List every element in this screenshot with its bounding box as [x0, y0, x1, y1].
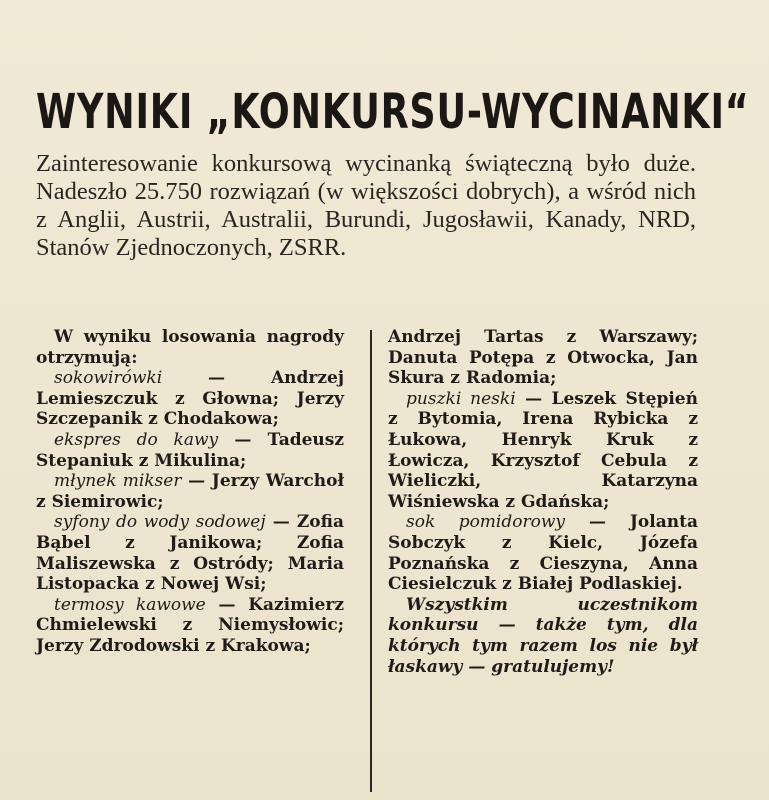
- dash: —: [181, 471, 212, 492]
- prize-winners: Andrzej Lemieszczuk z Głowna; Jerzy Szczepanik z Chodakowa;: [36, 368, 344, 430]
- prize-winners: Jolanta Sobczyk z Kielc, Józefa Poznańska z Cieszyna, Anna Ciesielczuk z Białej Podlaskiej.: [388, 512, 698, 595]
- intro-paragraph: Zainteresowanie konkursową wycinanką świąteczną było duże. Nadeszło 25.750 rozwiązań (w większości dobrych), a wśród nich z Anglii, Austrii, Australii, Burundi, Jugosławii, Kanady, NRD, Stanów Zjednoczonych, ZSRR.: [36, 150, 696, 261]
- prize-entry: [36, 595, 344, 657]
- closing-text: Wszystkim uczestnikom konkursu — także tym, dla których tym razem los nie był łaskawy — gratulujemy!: [388, 594, 698, 677]
- results-column-left: [36, 327, 344, 657]
- dash: —: [565, 512, 630, 533]
- prize-category: syfony do wody sodowej: [54, 512, 266, 533]
- prize-winners-part: Kazimierz Chmielewski z Niemysłowic; Jerzy Zdrodowski z Krakowa;: [36, 594, 344, 656]
- results-column-right: [388, 327, 698, 677]
- prize-winners-part: Andrzej Tartas z Warszawy; Danuta Potępa z Otwocka, Jan Skura z Radomia;: [388, 327, 698, 389]
- column-divider: [370, 330, 372, 792]
- headline: WYNIKI „KONKURSU-WYCINANKI“: [36, 84, 750, 140]
- prize-category: puszki neski: [406, 388, 516, 409]
- dash: —: [515, 388, 552, 409]
- dash: —: [162, 368, 271, 389]
- prize-winners: Zofia Bąbel z Janikowa; Zofia Maliszewska z Ostródy; Maria Listopacka z Nowej Wsi;: [36, 512, 344, 595]
- dash: —: [265, 512, 297, 533]
- prize-category: sok pomidorowy: [406, 512, 565, 533]
- prize-winners: Jerzy Warchoł z Siemirowic;: [36, 471, 344, 512]
- prize-category: młynek mikser: [54, 471, 182, 492]
- prize-entry: [36, 471, 344, 512]
- prize-category: termosy kawowe: [54, 594, 206, 615]
- dash: —: [205, 594, 249, 615]
- prize-entry-continued: [388, 327, 698, 389]
- lead-text: W wyniku losowania nagrody otrzymują:: [36, 327, 344, 368]
- dash: —: [218, 429, 268, 450]
- prize-entry: [36, 512, 344, 594]
- prize-winners: Tadeusz Stepaniuk z Mikulina;: [36, 429, 344, 471]
- prize-winners: Leszek Stępień z Bytomia, Irena Rybicka z Łukowa, Henryk Kruk z Łowicza, Krzysztof Cebula z Wieliczki, Katarzyna Wiśniewska z Gdańska;: [388, 388, 698, 512]
- prize-entry: [388, 512, 698, 594]
- prize-entry: [36, 430, 344, 471]
- prize-category: ekspres do kawy: [54, 429, 219, 450]
- prize-entry: [36, 368, 344, 430]
- prize-entry: [388, 389, 698, 513]
- prize-category: sokowirówki: [54, 368, 163, 389]
